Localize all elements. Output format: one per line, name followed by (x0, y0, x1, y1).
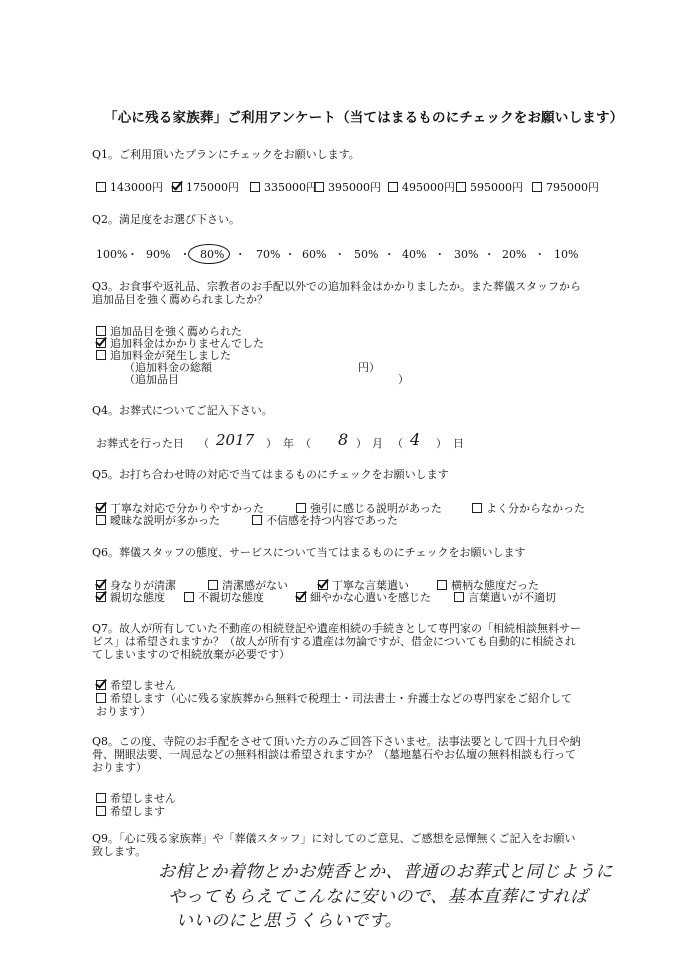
q8-question-line2: 骨、開眼法要、一周忌などの無料相談は希望されますか？（墓地墓石やお仏壇の無料相談も行って (92, 748, 576, 761)
q8-question-line1: Q8。この度、寺院のお手配をさせて頂いた方のみご回答下さいませ。法事法要として四十九日や納 (92, 735, 581, 748)
paren-close: ） (356, 437, 367, 450)
scale-option[interactable]: 80% (200, 248, 225, 261)
q8-option: 希望しません (96, 792, 176, 805)
q1-option: 335000円 (250, 181, 317, 194)
q5-option: 曖昧な説明が多かった (96, 514, 220, 527)
scale-separator: ・ (534, 248, 546, 261)
checkbox[interactable] (437, 580, 447, 590)
checkbox[interactable] (96, 806, 106, 816)
q5-question: Q5。お打ち合わせ時の対応で当てはまるものにチェックをお願いします (92, 468, 449, 481)
checkbox[interactable] (296, 592, 306, 602)
checkbox[interactable] (96, 680, 106, 690)
checkbox[interactable] (96, 338, 106, 348)
q3-extra-items-suffix: ） (398, 373, 409, 386)
checkbox[interactable] (96, 515, 106, 525)
checkbox[interactable] (296, 503, 306, 513)
scale-option[interactable]: 60% (302, 248, 327, 261)
checkbox[interactable] (172, 182, 182, 192)
q9-handwritten-answer-line1: お棺とか着物とかお焼香とか、普通のお葬式と同じように (158, 862, 613, 882)
q7-option: 希望します（心に残る家族葬から無料で税理士・司法書士・弁護士などの専門家をご紹介して (96, 692, 572, 705)
q4-year-unit: 年 (283, 437, 294, 450)
scale-option[interactable]: 10% (554, 248, 579, 261)
q1-option: 395000円 (314, 181, 381, 194)
q1-option: 595000円 (456, 181, 523, 194)
q4-date-label: お葬式を行った日 (96, 437, 184, 450)
scale-separator: ・ (127, 248, 138, 261)
checkbox[interactable] (388, 182, 398, 192)
scale-option[interactable]: 40% (402, 248, 427, 261)
q3-extra-fee-suffix: 円） (358, 361, 380, 374)
q7-option2-continued: おります） (96, 705, 151, 718)
paren-open: （ (392, 437, 403, 450)
scale-separator: ・ (234, 248, 246, 261)
scale-separator: ・ (483, 248, 495, 261)
q2-question: Q2。満足度をお選び下さい。 (92, 213, 241, 226)
q4-month-unit: 月 (372, 437, 383, 450)
q3-option: 追加品目を強く薦められた (96, 325, 242, 338)
q7-question-line2: ビス」は希望されますか？（故人が所有する遺産は勿論ですが、借金についても自動的に相続され (92, 635, 576, 648)
q1-option: 495000円 (388, 181, 455, 194)
scale-option[interactable]: 90% (146, 248, 171, 261)
checkbox[interactable] (208, 580, 218, 590)
checkbox[interactable] (96, 350, 106, 360)
scale-option[interactable]: 20% (502, 248, 527, 261)
checkbox[interactable] (314, 182, 324, 192)
q3-extra-fee-label: （追加料金の総額 (124, 361, 212, 374)
paren-open: （ (300, 437, 311, 450)
q9-question-line2: 致します。 (92, 845, 147, 858)
scale-separator: ・ (434, 248, 446, 261)
q3-extra-items-label: （追加品目 (124, 373, 179, 386)
q4-question: Q4。お葬式についてご記入下さい。 (92, 404, 273, 417)
q7-question-line1: Q7。故人が所有していた不動産の相続登記や遺産相続の手続きとして専門家の「相続相談無料サー (92, 622, 582, 635)
q7-option: 希望しません (96, 679, 176, 692)
checkbox[interactable] (96, 793, 106, 803)
q4-day-handwritten: 4 (410, 430, 421, 449)
q6-option: 身なりが清潔 (96, 579, 176, 592)
paren-close: ） (266, 437, 277, 450)
q6-option: 親切な態度 (96, 591, 165, 604)
q3-option: 追加料金が発生しました (96, 349, 231, 362)
q6-option: 細やかな心遣いを感じた (296, 591, 431, 604)
checkbox[interactable] (184, 592, 194, 602)
q9-question-line1: Q9。「心に残る家族葬」や「葬儀スタッフ」に対してのご意見、ご感想を忌憚無くご記入をお願い (92, 832, 576, 845)
q5-option: 強引に感じる説明があった (296, 502, 442, 515)
checkbox[interactable] (456, 182, 466, 192)
checkbox[interactable] (472, 503, 482, 513)
q6-option: 不親切な態度 (184, 591, 264, 604)
paren-close: ） (436, 437, 447, 450)
q5-option: よく分からなかった (472, 502, 585, 515)
checkbox[interactable] (454, 592, 464, 602)
scale-separator: ・ (179, 248, 191, 261)
scale-option[interactable]: 50% (354, 248, 379, 261)
checkbox[interactable] (250, 182, 260, 192)
q7-question-line3: てしまいますので相続放棄が必要です） (92, 648, 290, 661)
scale-separator: ・ (383, 248, 395, 261)
q3-option: 追加料金はかかりませんでした (96, 337, 264, 350)
q5-option: 不信感を持つ内容であった (252, 514, 398, 527)
q6-option: 横柄な態度だった (437, 579, 539, 592)
q1-option: 143000円 (96, 181, 163, 194)
q1-option: 175000円 (172, 181, 239, 194)
checkbox[interactable] (318, 580, 328, 590)
q3-question-line1: Q3。お食事や返礼品、宗教者のお手配以外での追加料金はかかりましたか。また葬儀スタッフから (92, 280, 582, 293)
checkbox[interactable] (252, 515, 262, 525)
scale-option[interactable]: 30% (454, 248, 479, 261)
checkbox[interactable] (532, 182, 542, 192)
survey-title: 「心に残る家族葬」ご利用アンケート（当てはまるものにチェックをお願いします） (104, 110, 624, 126)
checkbox[interactable] (96, 693, 106, 703)
q1-option: 795000円 (532, 181, 599, 194)
q4-month-handwritten: 8 (338, 430, 349, 449)
q9-handwritten-answer-line2: やってもらえてこんなに安いので、基本直葬にすれば (168, 887, 588, 907)
scale-option[interactable]: 70% (256, 248, 281, 261)
q9-handwritten-answer-line3: いいのにと思うくらいです。 (176, 911, 403, 931)
q5-option: 丁寧な対応で分かりやすかった (96, 502, 264, 515)
q3-question-line2: 追加品目を強く薦められましたか？ (92, 293, 268, 306)
q8-option: 希望します (96, 805, 165, 818)
q6-option: 清潔感がない (208, 579, 288, 592)
checkbox[interactable] (96, 592, 106, 602)
q6-option: 丁寧な言葉遣い (318, 579, 409, 592)
checkbox[interactable] (96, 182, 106, 192)
selection-circle (188, 244, 230, 264)
checkbox[interactable] (96, 503, 106, 513)
scale-separator: ・ (284, 248, 296, 261)
q4-day-unit: 日 (453, 437, 464, 450)
q6-option: 言葉遣いが不適切 (454, 591, 556, 604)
scale-separator: ・ (334, 248, 346, 261)
scale-option[interactable]: 100% (96, 248, 128, 261)
q4-year-handwritten: 2017 (216, 431, 255, 449)
paren-open: （ (198, 437, 209, 450)
q8-question-line3: おります） (92, 761, 147, 774)
q6-question: Q6。葬儀スタッフの態度、サービスについて当てはまるものにチェックをお願いします (92, 546, 526, 559)
q1-question: Q1。ご利用頂いたプランにチェックをお願いします。 (92, 148, 360, 161)
